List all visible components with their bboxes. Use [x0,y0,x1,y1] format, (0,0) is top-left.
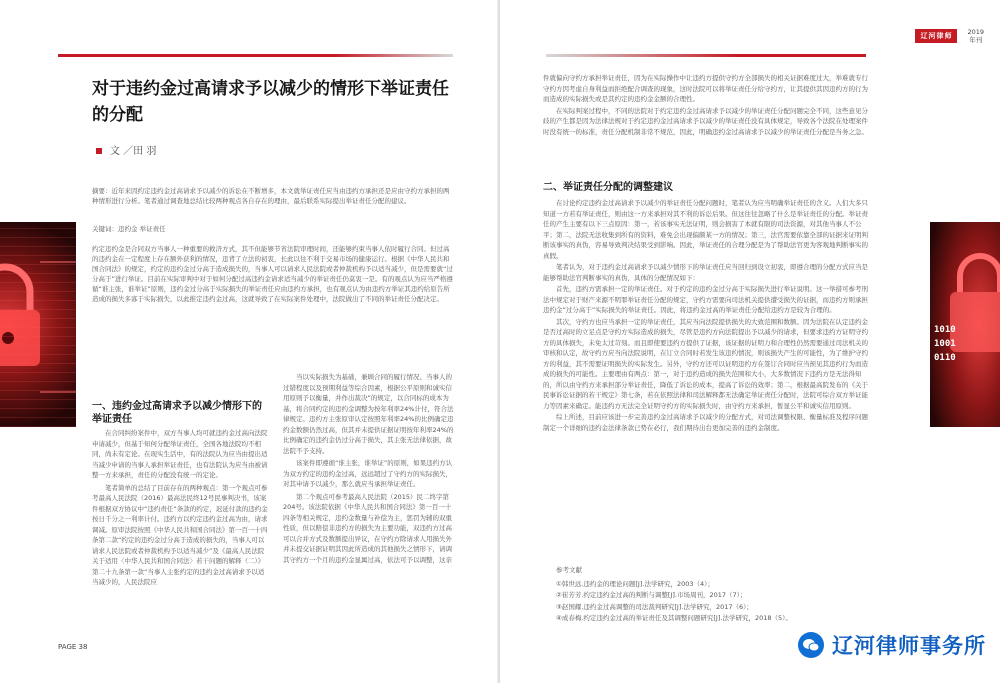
right-column-top [543,73,873,138]
article-title: 对于违约金过高请求予以减少的情形下举证责任的分配 [92,79,449,125]
watermark-text: 辽河律师事务所 [832,634,986,658]
decorative-image-padlock [0,222,76,427]
paragraph: 综上所述，目前应该进一步完善违约金过高请求予以减少的分配方式，对司法调整权限、衡量标准及程序问题制定一个详细的违约金法律条款已势在必行，我们期待出台更加完善的违约金制度。 [543,413,868,432]
wechat-icon [798,632,824,658]
paragraph: 当以实际损失为基础，兼顾合同的履行情况、当事人的过错程度以及预期利益等综合因素，根据公平原则和诚实信用原则予以衡量，并作出裁决”的规定，以合同标的成本为基，将合同约定的违约金调整为按年利率24%计付，符合法律规定。违约方主张原审认定按照年利率24%的比例确定违约金数额仍然过高，但其并未提供证据证明按年利率24%的比例确定的违约金仍过分高于损失，其主张无法律依据，故法院不予支持。 [283,373,454,455]
right-column [283,372,455,567]
keywords: 关键词：违约金 举证责任 [92,225,166,233]
top-rule [58,54,453,57]
paragraph: 笔者简单的总结了目前存在的两种观点：第一个观点可参考最高人民法院（2016）最高法民终12号民事判决书，该案件根据双方协议中“违约责任”条款的约定，迟延付款的违约金按日千分之一利率计付。违约方以约定违约金过高为由，请求调减。原审法院按照《中华人民共和国合同法》第一百一十四条第二款“约定的违约金过分高于造成的损失的，当事人可以请求人民法院或者仲裁机构予以适当减少”及《最高人民法院关于适用〈中华人民共和国合同法〉若干问题的解释（二）》第二十九条第一款“当事人主张约定的违约金过高请求予以适当减少的，人民法院应 [92,483,268,586]
left-column [92,400,268,590]
paragraph: 第二个观点可参考最高人民法院（2015）民二终字第204号。该法院依据《中华人民共和国合同法》第一百一十四条等相关规定，违约金数量与补偿为主，惩罚为辅的双重性质，但以赔偿非违约方的损失为主要功能，双违约方过高可以合并方式及数额提出异议，在守约方除请求人用损失外并未提交证据证明其因此所造成的其他损失之情形下，请调其守约方一个月的违约金显属过高，依法可予以调整，这亲 [283,492,452,564]
svg-text:1001: 1001 [934,339,956,349]
top-rule [546,54,866,57]
masthead [915,28,984,44]
paragraph: 该案件即遵循“谁主张，谁举证”的原则，如果违约方认为双方约定的违约金过高，远远超过了守约方的实际损失，对其申请予以减少，那么就应当承担举证责任。 [283,459,453,488]
binary-lock-icon [930,222,1000,427]
paragraph: 其次，守约方也应当承担一定的举证责任，其应当向法院提供损失的大致范围和数额。因为法院在认定违约金是否过高时的立足点是守约方实际造成的损失，尽管是违约方向法院提出予以减少的请求，但要求违约方证明守约方的具体损失，未免太过苛刻。而且即使要违约方提供了证据，该证据的证明力和合理性仍然需要通过司法机关的审核和认定，故守约方应当向法院说明，在订立合同时若发生该违约情况，则该损失产生的可能性，为了维护守约方的利益，其不需要证明损失的实际发生。另外，守约方还可以证明违约方在签订合同时应当预见其违约行为而造成的损失的可能性。主要理由有两点：第一，对于违约造成的损失范围和大小，大多数情况下违约方是无法得知的，所以由守约方来承担部分举证责任，降低了诉讼的成本，提高了诉讼的效率；第二，根据最高院发布的《关于民事诉讼证据的若干规定》第七条，若在依照法律和司法解释都无法确定举证责任分配时，法院可综合双方举证能力等因素来确定。能违约方无法完全证明守约方的实际损失时，由守约方来承担，暂显公平和诚实信用原则。 [543,317,868,410]
right-column-body [543,198,873,434]
references-title: 参考文献 [556,566,582,574]
wechat-watermark [798,630,986,660]
paragraph: 件就偏向守约方承担举证责任，因为在实际操作中让违约方提供守约方全部损失的相关证据难度过大，举难就专行守约方因考虑自身利益而拒绝配合调查的现象，这时法院可以将举证责任分给守约方，让其提供其因违约方的行为而造成的实际损失或是其约定的违约金金额的合理性。 [543,74,868,103]
decorative-image-binary [930,222,1000,427]
right-page [500,0,1000,683]
section-2-heading: 二、举证责任分配的调整建议 [543,182,673,193]
page-number: PAGE 38 [58,643,88,651]
reference-item: ③赵国耀.违约金过高调整的司法裁判研究[J].法学研究，2017（6）； [556,602,753,611]
paragraph: 笔者认为，对于违约金过高请求予以减少情形下的举证责任应当回归到设立初衷，即遵合理的分配方式应当是能够帮助法官判断事实的真伪，具体的分配情况如下： [543,263,868,282]
paragraph: 在实际判案过程中，不同的法院对于约定违约金过高请求予以减少的举证责任分配问题完全不同，这些意见分歧的产生都是因为法律法规对于约定违约金过高请求予以减少的举证责任没有具体规定，导致各个法院在处理案件时没有统一的标准，责任分配机制非常不规范，因此，明确违约金过高请求予以减少的举证责任分配是当务之急。 [543,106,868,136]
intro-paragraph: 约定违约金是合同双方当事人一种重要的救济方式，其不但能够节省法院审理时间，还能够约束当事人依时履行合同。但过高的违约金在一定程度上存在额外获利的情况，违背了立法的初衷，长此以往不利于交易市场的健康运行。根据《中华人民共和国合同法》的规定，约定的违约金过分高于造成损失的，当事人可以请求人民法院或者仲裁机构予以适当减少，但是需要就“过分高于”进行举证。目前在实际审判中对于如何分配过高违约金请求适当减少的举证责任仍莫衷一是。有的观点认为应当严格遵循“谁主张，谁举证”原则，违约金过分高于实际损失的举证责任应由违约方承担，也有观点认为由违约方举证其违约给原告所造成的损失多寡于实际损失，以此推定违约金过高，这就导致了在实际案件处理中，法院做出了不同的举证责任分配决定。 [92,245,453,303]
references [556,565,856,625]
reference-item: ④成春梅.约定违约金过高的举证责任及其调整问题研究[J].法学研究，2018（5）。 [556,614,792,622]
svg-text:1010: 1010 [934,325,956,335]
year-sub: 年刊 [969,36,983,44]
paragraph: 在讨论约定违约金过高请求予以减少的举证责任分配问题时，笔者认为应当明确举证责任的含义。人们大多只知道一方若有举证责任，则由这一方来承担对其不利的诉讼后果。但这往往忽略了什么是举证责任的分配。举证责任的产生主要有以下三点原因：第一，若该事实无法证明，则会损害了本就有限的司法资源，对其他当事人不公平；第二，法院无法收集到所有的资料，难免会出现偏颇某一方的情况；第三，法官需要依靠全部的证据来证明判断该事实的真伪，容易导致判决结果受到影响。因此，举证责任的合理分配是为了帮助法官更为客观地判断事实的真假。 [543,199,868,260]
author-line [96,142,156,157]
brand-label: 辽河律师 [915,29,957,43]
author: 文 ／田 羽 [110,146,157,157]
paragraph: 首先，违约方需承担一定的举证责任。对于约定的违约金过分高于实际损失进行举证说明。这一举措可参考刑法中规定对于财产来源不明罪举证责任分配的规定，守约方需要向司法机关提供遭受损失的证据，而违约方则承担违约金“过分高于”实际损失的举证责任。因此，将违约金过高的举证责任分配给违约方是较为合理的。 [543,285,868,314]
red-square-icon [96,148,102,154]
reference-item: ②崔芳芳.约定违约金过高的判断与调整[J].市场周刊，2017（7）； [556,591,747,599]
section-1-heading: 一、违约金过高请求予以减少情形下的举证责任 [92,401,262,425]
paragraph: 在合同纠纷案件中，双方当事人均可就违约金过高向法院申请减少，但基于知何分配举证责任，全国各地法院均不相同，尚未有定论。在现实生活中，有的法院认为应当由提出适当减少申请的当事人承担举证责任，也有法院认为应当由被请整一方来承担，责任的分配没有统一的定论。 [92,429,268,479]
abstract: 摘要：近年来因约定违约金过高请求予以减少的诉讼在不断增多，本文就举证责任应当由违约方承担还是应由守约方承担的两种情形进行分析。笔者通过调查地总结比较两种观点各自存在的理由，最后联系实际提出举证责任分配的建议。 [92,187,450,205]
svg-text:0110: 0110 [934,353,956,363]
year-block [967,28,984,44]
reference-item: ①韩世远.违约金的理论问题[J].法学研究，2003（4）； [556,579,714,588]
year: 2019 [967,28,984,36]
